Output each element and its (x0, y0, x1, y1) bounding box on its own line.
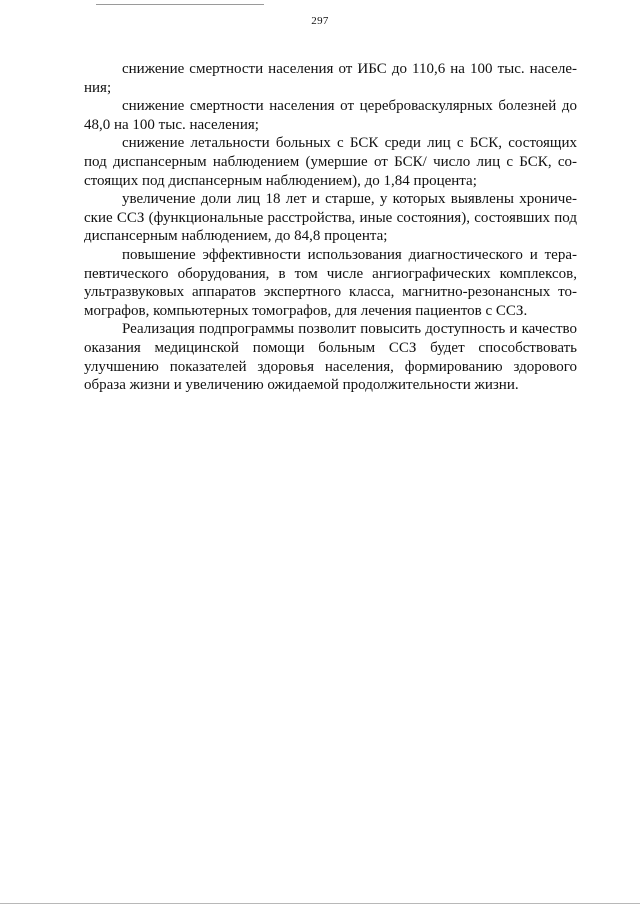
paragraph-equipment-efficiency: повышение эффективности использования диагностического и терапевтического оборудования, в том числе ангиографических комплексов, ультразвуковых аппаратов экспертного класса, магнитно-резонансных томографов, компьютерных томографов, для лечения пациентов с ССЗ. (84, 246, 577, 319)
scan-edge-top (96, 4, 264, 5)
paragraph-cerebrovascular-mortality: снижение смертности населения от цереброваскулярных болезней до 48,0 на 100 тыс. населения; (84, 98, 577, 133)
paragraph-chronic-ssz-share: увеличение доли лиц 18 лет и старше, у которых выявлены хронические ССЗ (функциональные расстройства, иные состояния), состоявших под диспансерным наблюдением, до 84,8 процента; (84, 191, 577, 245)
document-body (84, 60, 577, 395)
page-number: 297 (311, 15, 329, 27)
scan-edge-bottom (0, 903, 640, 904)
paragraph-ihd-mortality: снижение смертности населения от ИБС до 110,6 на 100 тыс. населения; (84, 61, 577, 96)
paragraph-bsk-lethality: снижение летальности больных с БСК среди лиц с БСК, состоящих под диспансерным наблюдением (умершие от БСК/ число лиц с БСК, состоящих под диспансерным наблюдением), до 1,84 процента; (84, 135, 577, 189)
paragraph-subprogram-outcome: Реализация подпрограммы позволит повысить доступность и качество оказания медицинской помощи больным ССЗ будет способствовать улучшению показателей здоровья населения, формированию здорового образа жизни и увеличению ожидаемой продолжительности жизни. (84, 321, 577, 394)
